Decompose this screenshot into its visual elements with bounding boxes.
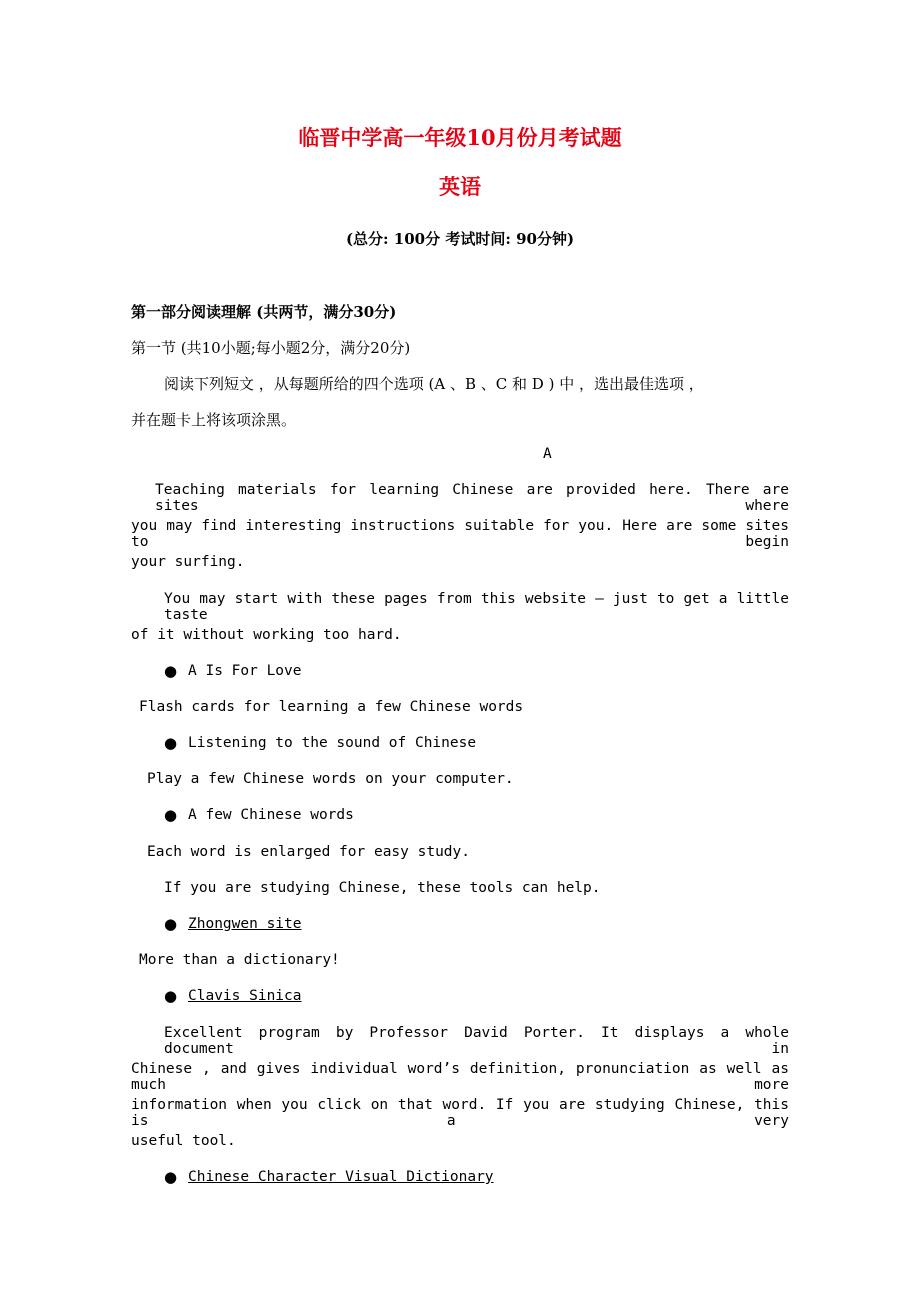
item2-title: Listening to the sound of Chinese bbox=[188, 735, 477, 751]
p2-line2: of it without working too hard. bbox=[131, 627, 402, 643]
tools-intro: If you are studying Chinese, these tools can help. bbox=[164, 880, 601, 896]
bullet-icon: ● bbox=[164, 662, 178, 680]
score-info: (总分: 100分 考试时间: 90分钟) bbox=[345, 230, 575, 248]
clavis-sinica-link[interactable]: Clavis Sinica bbox=[188, 988, 302, 1004]
bullet-icon: ● bbox=[164, 734, 178, 752]
link2-desc-line4: useful tool. bbox=[131, 1133, 236, 1149]
part1-heading: 第一部分阅读理解 (共两节，满分30分) bbox=[131, 303, 397, 321]
p1-line1: Teaching materials for learning Chinese are provided here. There are sites where bbox=[155, 482, 789, 514]
link2-desc-line2: Chinese , and gives individual word’s definition, pronunciation as well as much more bbox=[131, 1061, 789, 1093]
item1-title: A Is For Love bbox=[188, 663, 302, 679]
item2-desc: Play a few Chinese words on your computer. bbox=[147, 771, 514, 787]
instructions-line2: 并在题卡上将该项涂黑。 bbox=[131, 411, 297, 429]
section1-heading: 第一节 (共10小题;每小题2分，满分20分) bbox=[131, 339, 411, 357]
bullet-icon: ● bbox=[164, 987, 178, 1005]
item3-desc: Each word is enlarged for easy study. bbox=[147, 844, 471, 860]
exam-title: 临晋中学高一年级10月份月考试题 bbox=[298, 125, 622, 150]
p1-line2: you may find interesting instructions suitable for you. Here are some sites to begin bbox=[131, 518, 789, 550]
link2-desc-line1: Excellent program by Professor David Porter. It displays a whole document in bbox=[164, 1025, 789, 1057]
bullet-icon: ● bbox=[164, 806, 178, 824]
passage-label: A bbox=[543, 446, 552, 462]
bullet-icon: ● bbox=[164, 915, 178, 933]
visual-dictionary-link[interactable]: Chinese Character Visual Dictionary bbox=[188, 1169, 494, 1185]
p2-line1: You may start with these pages from this website — just to get a little taste bbox=[164, 591, 789, 623]
bullet-icon: ● bbox=[164, 1168, 178, 1186]
exam-subject: 英语 bbox=[439, 174, 481, 199]
p1-line3: your surfing. bbox=[131, 554, 245, 570]
instructions-line1: 阅读下列短文 ，从每题所给的四个选项 (A 、B 、C 和 D ) 中 ，选出最佳选项 ， bbox=[164, 375, 704, 393]
link1-desc: More than a dictionary! bbox=[139, 952, 340, 968]
link2-desc-line3: information when you click on that word. If you are studying Chinese, this is a very bbox=[131, 1097, 789, 1129]
item1-desc: Flash cards for learning a few Chinese words bbox=[139, 699, 524, 715]
item3-title: A few Chinese words bbox=[188, 807, 354, 823]
zhongwen-site-link[interactable]: Zhongwen site bbox=[188, 916, 302, 932]
